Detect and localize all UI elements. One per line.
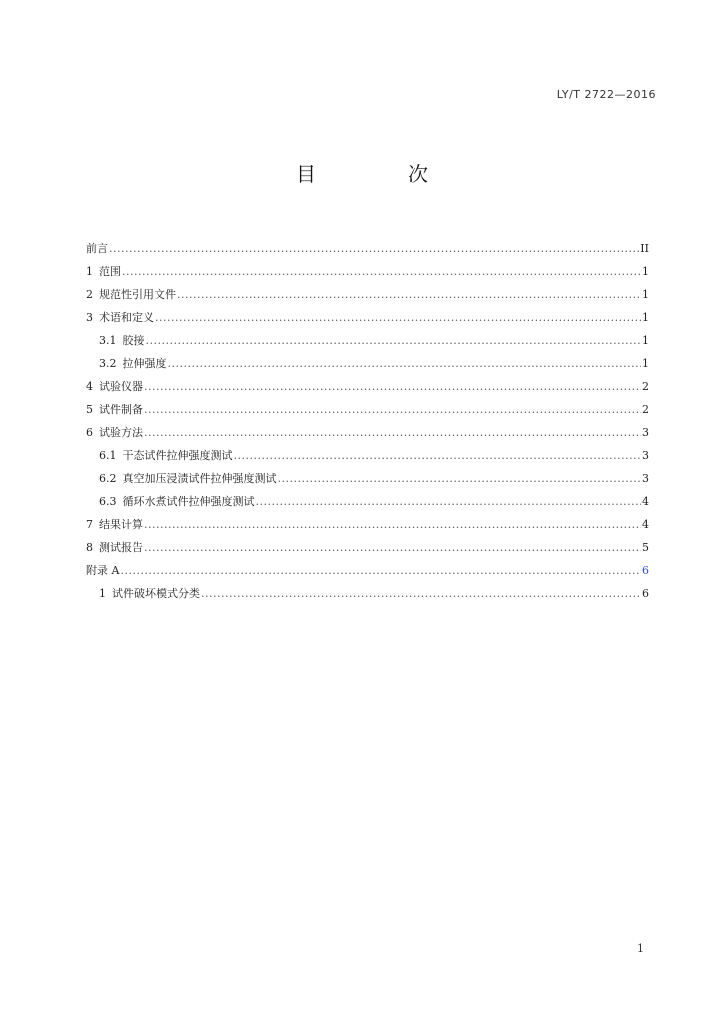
toc-title: 目 次: [296, 162, 464, 186]
toc-entry-page: 5: [642, 541, 649, 554]
toc-entry-page: 4: [642, 518, 649, 531]
toc-entry-text: 结果计算: [99, 518, 143, 531]
toc-leader-dots: [144, 517, 641, 533]
toc-entry-bonding[interactable]: [86, 333, 649, 356]
toc-entry-label: [99, 448, 233, 464]
toc-entry-text: 真空加压浸渍试件拉伸强度测试: [122, 472, 277, 485]
toc-entry-number: 1: [86, 265, 93, 278]
toc-entry-text: 试件破坏模式分类: [112, 587, 200, 600]
toc-entry-number: 6.2: [99, 472, 117, 485]
toc-entry-number: 1: [99, 587, 106, 600]
toc-leader-dots: [144, 425, 641, 441]
toc-entry-text: 术语和定义: [99, 311, 154, 324]
toc-entry-dry-test[interactable]: [86, 448, 649, 471]
toc-entry-text: 干态试件拉伸强度测试: [122, 449, 233, 462]
toc-entry-tensile-strength[interactable]: [86, 356, 649, 379]
toc-entry-label: [86, 402, 143, 418]
toc-entry-label: [99, 356, 167, 372]
toc-entry-number: 6: [86, 426, 93, 439]
toc-entry-test-methods[interactable]: [86, 425, 649, 448]
toc-entry-label: [99, 471, 277, 487]
toc-entry-page: 2: [642, 403, 649, 416]
toc-leader-dots: [201, 586, 641, 602]
toc-leader-dots: [122, 264, 641, 280]
toc-entry-test-instruments[interactable]: [86, 379, 649, 402]
toc-entry-page-link[interactable]: 6: [642, 564, 649, 577]
toc-entry-page: 1: [642, 311, 649, 324]
toc-entry-appendix-a[interactable]: [86, 563, 649, 586]
toc-entry-label: [99, 586, 200, 602]
page-number: 1: [637, 942, 644, 955]
toc-entry-text: 范围: [99, 265, 121, 278]
standard-code: LY/T 2722—2016: [556, 88, 656, 101]
toc-entry-text: 拉伸强度: [122, 357, 167, 370]
toc-entry-number: 8: [86, 541, 93, 554]
toc-entry-page: 1: [642, 334, 649, 347]
toc-entry-label: [86, 425, 143, 441]
toc-entry-number: 6.1: [99, 449, 117, 462]
toc-entry-result-calculation[interactable]: [86, 517, 649, 540]
toc-entry-page: 3: [642, 426, 649, 439]
toc-entry-label: [86, 241, 108, 257]
toc-leader-dots: [278, 471, 642, 487]
toc-entry-number: 3.2: [99, 357, 117, 370]
table-of-contents: [86, 241, 649, 609]
toc-leader-dots: [155, 310, 641, 326]
toc-leader-dots: [144, 379, 641, 395]
toc-entry-label: [86, 379, 143, 395]
toc-entry-specimen-preparation[interactable]: [86, 402, 649, 425]
toc-leader-dots: [168, 356, 642, 372]
toc-entry-page: II: [640, 242, 649, 255]
toc-entry-text: 前言: [86, 242, 108, 255]
toc-entry-number: 3.1: [99, 334, 117, 347]
toc-entry-label: [99, 494, 255, 510]
toc-entry-label: [86, 310, 154, 326]
toc-entry-number: 7: [86, 518, 93, 531]
toc-leader-dots: [120, 563, 641, 579]
toc-entry-text: 规范性引用文件: [99, 288, 176, 301]
toc-entry-text: 胶接: [122, 334, 145, 347]
toc-entry-label: [86, 517, 143, 533]
toc-entry-label: [99, 333, 145, 349]
toc-leader-dots: [144, 540, 641, 556]
toc-entry-text: 附录 A: [86, 564, 120, 577]
toc-entry-page: 6: [642, 587, 649, 600]
toc-entry-page: 3: [642, 472, 649, 485]
toc-entry-page: 1: [642, 288, 649, 301]
toc-entry-number: 5: [86, 403, 93, 416]
toc-entry-text: 循环水煮试件拉伸强度测试: [122, 495, 255, 508]
toc-entry-page: 4: [642, 495, 649, 508]
toc-entry-test-report[interactable]: [86, 540, 649, 563]
toc-leader-dots: [146, 333, 642, 349]
toc-entry-normative-references[interactable]: [86, 287, 649, 310]
toc-entry-foreword[interactable]: [86, 241, 649, 264]
toc-entry-vacuum-pressure-test[interactable]: [86, 471, 649, 494]
toc-leader-dots: [256, 494, 642, 510]
toc-entry-number: 6.3: [99, 495, 117, 508]
toc-entry-text: 试件制备: [99, 403, 143, 416]
toc-entry-label: [86, 540, 143, 556]
toc-entry-number: 2: [86, 288, 93, 301]
toc-entry-terms-definitions[interactable]: [86, 310, 649, 333]
toc-entry-page: 2: [642, 380, 649, 393]
toc-entry-page: 1: [642, 357, 649, 370]
toc-entry-text: 测试报告: [99, 541, 143, 554]
toc-leader-dots: [109, 241, 639, 257]
toc-entry-number: 3: [86, 311, 93, 324]
toc-leader-dots: [144, 402, 641, 418]
toc-entry-page: 3: [642, 449, 649, 462]
toc-entry-scope[interactable]: [86, 264, 649, 287]
toc-entry-label: [86, 264, 121, 280]
toc-leader-dots: [177, 287, 641, 303]
toc-entry-text: 试验仪器: [99, 380, 143, 393]
toc-entry-page: 1: [642, 265, 649, 278]
toc-entry-text: 试验方法: [99, 426, 143, 439]
toc-entry-failure-modes[interactable]: [86, 586, 649, 609]
toc-entry-cyclic-boil-test[interactable]: [86, 494, 649, 517]
toc-leader-dots: [234, 448, 642, 464]
toc-entry-label: [86, 287, 176, 303]
toc-entry-label: [86, 563, 119, 579]
toc-entry-number: 4: [86, 380, 93, 393]
